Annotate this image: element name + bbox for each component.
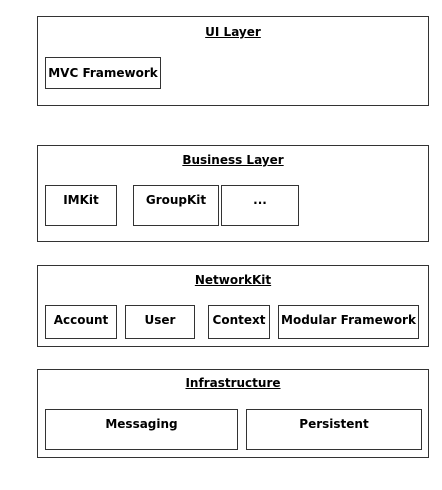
modular-framework-box	[278, 305, 419, 339]
mvc-framework-label: MVC Framework	[48, 66, 158, 80]
more-kits-box	[221, 185, 299, 226]
infrastructure-layer	[37, 369, 429, 458]
persistent-box	[246, 409, 422, 450]
networkkit-layer	[37, 265, 429, 347]
more-kits-label: ...	[253, 193, 267, 207]
imkit-box	[45, 185, 117, 226]
infrastructure-layer-title: Infrastructure	[185, 376, 281, 390]
groupkit-label: GroupKit	[145, 193, 207, 207]
business-layer-title: Business Layer	[182, 153, 284, 167]
messaging-label: Messaging	[105, 417, 178, 431]
account-box	[45, 305, 117, 339]
ui-layer-title: UI Layer	[205, 25, 261, 39]
business-layer	[37, 145, 429, 242]
context-label: Context	[212, 313, 266, 327]
mvc-framework-box	[45, 57, 161, 89]
persistent-label: Persistent	[299, 417, 369, 431]
user-box	[125, 305, 195, 339]
groupkit-box	[133, 185, 219, 226]
context-box	[208, 305, 270, 339]
networkkit-layer-title: NetworkKit	[194, 273, 272, 287]
modular-framework-label: Modular Framework	[281, 313, 416, 327]
account-label: Account	[53, 313, 109, 327]
user-label: User	[144, 313, 176, 327]
messaging-box	[45, 409, 238, 450]
imkit-label: IMKit	[63, 193, 99, 207]
ui-layer	[37, 16, 429, 106]
